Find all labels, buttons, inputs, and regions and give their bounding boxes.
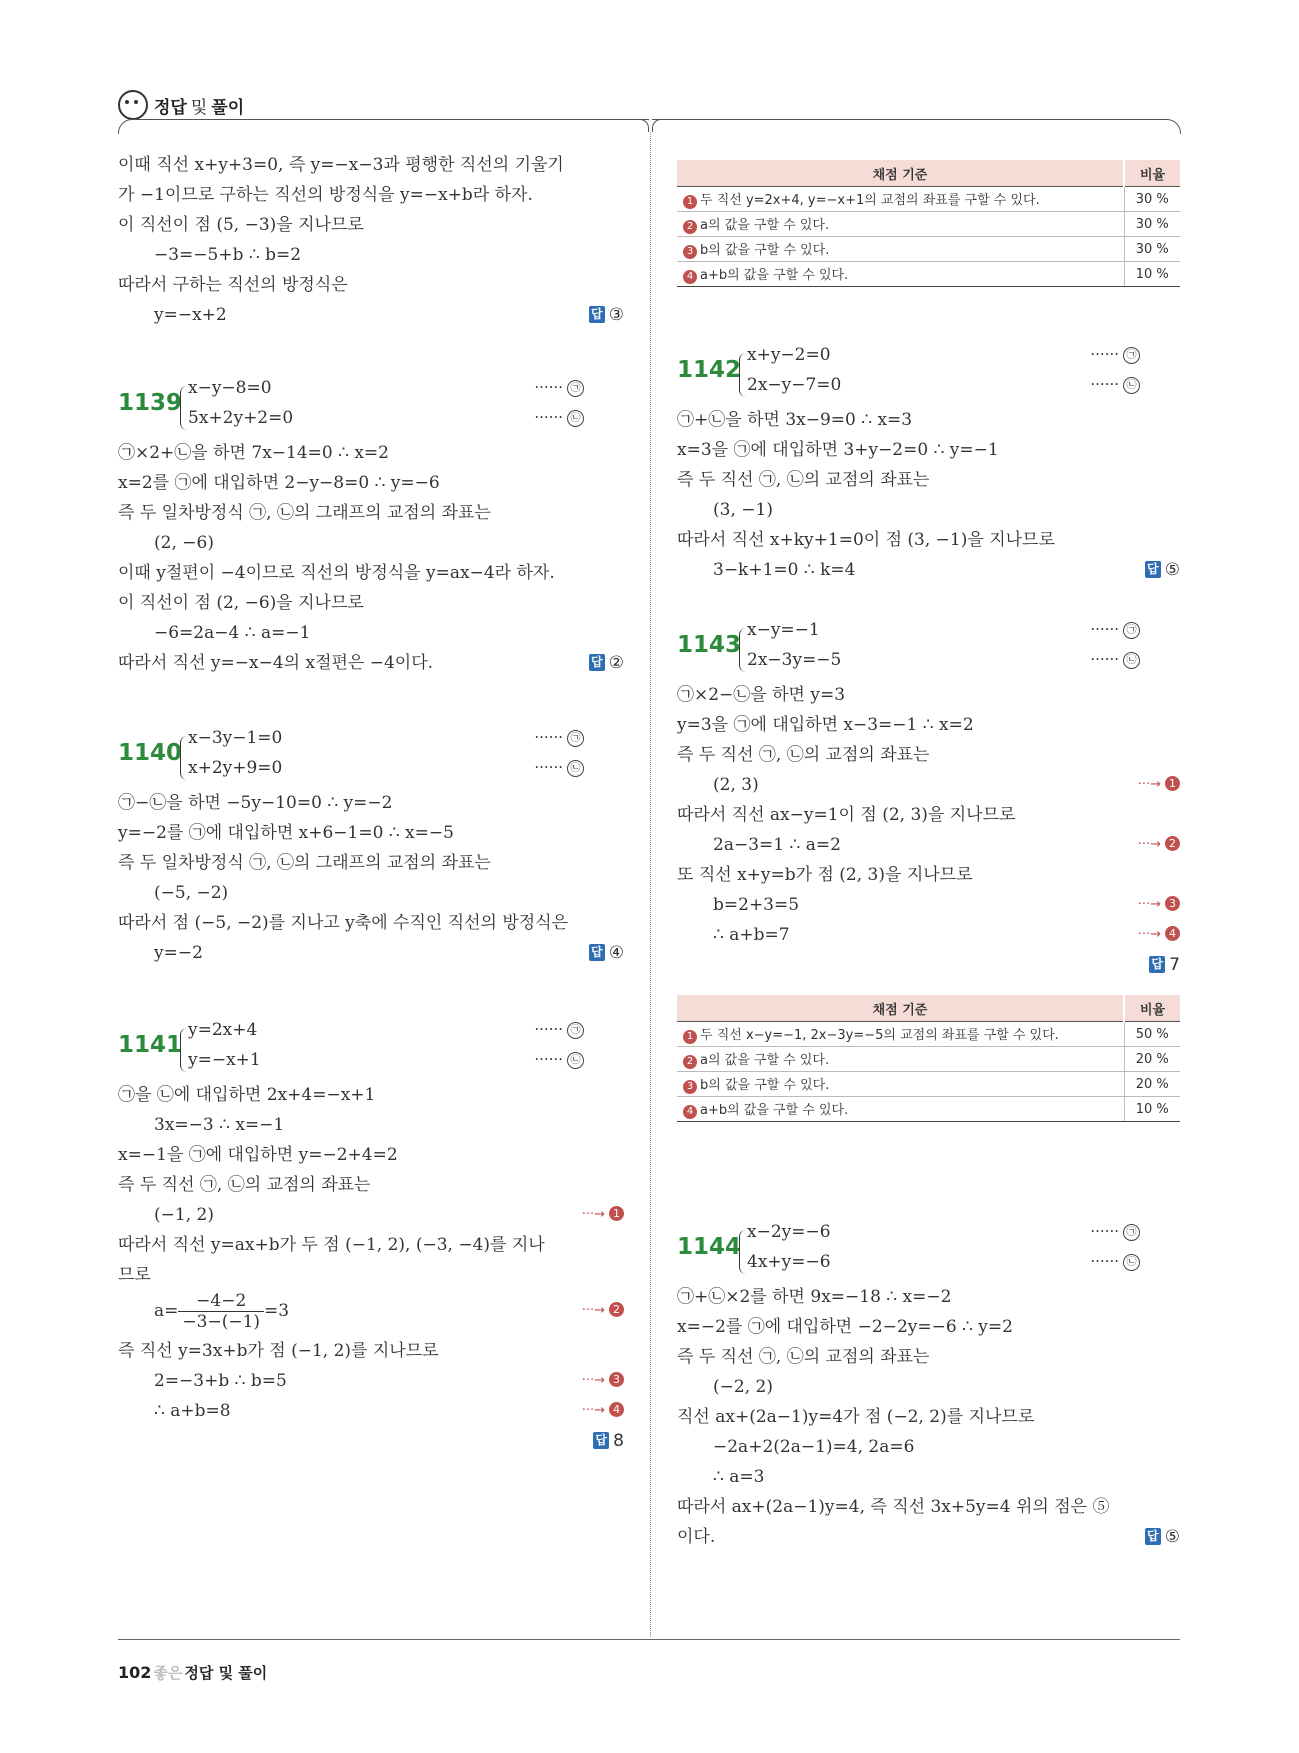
solution-line: ∴ a+b=7 xyxy=(713,925,790,945)
solution-line: (2, −6) xyxy=(154,533,214,553)
system-eq2: 4x+y=−6 xyxy=(747,1252,831,1272)
header-title-bold1: 정답 xyxy=(154,97,187,118)
solution-line: ㉠−㉡을 하면 −5y−10=0 ∴ y=−2 xyxy=(118,793,393,813)
solution-line: 따라서 ax+(2a−1)y=4, 즉 직선 3x+5y=4 위의 점은 ⑤ xyxy=(677,1497,1110,1517)
page-number: 102 xyxy=(118,1663,152,1682)
step-marker: ···→ 2 xyxy=(582,1296,624,1326)
step-marker: ···→ 4 xyxy=(582,1396,624,1426)
solution-line: (−5, −2) xyxy=(154,883,229,903)
answer-mark: 답 ⑤ xyxy=(1145,555,1180,585)
frame-right xyxy=(652,119,1181,134)
eq1-ref: ······ ㉠ xyxy=(534,1020,584,1039)
step-marker: ···→ 4 xyxy=(1138,920,1180,950)
solution-line: y=−2 xyxy=(154,943,203,963)
solution-line: 즉 두 직선 ㉠, ㉡의 교점의 좌표는 xyxy=(677,470,930,490)
table-row: 1 두 직선 x−y=−1, 2x−3y=−5의 교점의 좌표를 구할 수 있다. 50 % xyxy=(677,1022,1180,1047)
solution-line: ㉠×2−㉡을 하면 y=3 xyxy=(677,685,846,705)
intro-line: y=−x+2 xyxy=(154,305,227,325)
solution-line: x=−2를 ㉠에 대입하면 −2−2y=−6 ∴ y=2 xyxy=(677,1317,1013,1337)
ratio-header: 비율 xyxy=(1124,160,1180,187)
system-brace xyxy=(739,353,746,397)
answer-mark: 답 ② xyxy=(589,648,624,678)
solution-line: 이다. xyxy=(677,1527,716,1547)
step-marker: ···→ 3 xyxy=(1138,890,1180,920)
table-row: 3 b의 값을 구할 수 있다. 30 % xyxy=(677,237,1180,262)
eq2-ref: ······ ㉡ xyxy=(1090,375,1140,394)
solution-line: 따라서 직선 ax−y=1이 점 (2, 3)을 지나므로 xyxy=(677,805,1016,825)
eq1-ref: ······ ㉠ xyxy=(1090,620,1140,639)
system-eq1: x−3y−1=0 xyxy=(188,728,283,748)
header-title-light: 및 xyxy=(190,97,208,118)
answer-mark: 답 7 xyxy=(1149,950,1180,980)
solution-line: x=3을 ㉠에 대입하면 3+y−2=0 ∴ y=−1 xyxy=(677,440,999,460)
grading-table-2 xyxy=(677,995,1180,1122)
footer-title: 정답 및 풀이 xyxy=(184,1664,268,1682)
intro-line: 이때 직선 x+y+3=0, 즉 y=−x−3과 평행한 직선의 기울기 xyxy=(118,155,564,175)
eq2-ref: ······ ㉡ xyxy=(1090,1252,1140,1271)
fraction-line: a= $\frac{-4-2}{-3-(-1)}$ =3 xyxy=(154,1291,290,1332)
solution-line: x=−1을 ㉠에 대입하면 y=−2+4=2 xyxy=(118,1145,398,1165)
system-eq2: 2x−3y=−5 xyxy=(747,650,842,670)
system-eq1: x−y−8=0 xyxy=(188,378,272,398)
solution-line: 즉 두 직선 ㉠, ㉡의 교점의 좌표는 xyxy=(677,745,930,765)
table-row: 4 a+b의 값을 구할 수 있다. 10 % xyxy=(677,262,1180,287)
solution-line: 즉 두 직선 ㉠, ㉡의 교점의 좌표는 xyxy=(677,1347,930,1367)
eq2-ref: ······ ㉡ xyxy=(534,1050,584,1069)
system-eq2: 2x−y−7=0 xyxy=(747,375,842,395)
eq1-ref: ······ ㉠ xyxy=(534,378,584,397)
step-marker: ···→ 1 xyxy=(582,1200,624,1230)
eq2-ref: ······ ㉡ xyxy=(534,408,584,427)
problem-number: 1143 xyxy=(677,632,742,658)
eq2-ref: ······ ㉡ xyxy=(1090,650,1140,669)
solution-line: 따라서 점 (−5, −2)를 지나고 y축에 수직인 직선의 방정식은 xyxy=(118,913,569,933)
mascot-icon xyxy=(118,90,148,120)
solution-line: 이 직선이 점 (2, −6)을 지나므로 xyxy=(118,593,364,613)
solution-line: 따라서 직선 x+ky+1=0이 점 (3, −1)을 지나므로 xyxy=(677,530,1055,550)
answer-mark: 답 ⑤ xyxy=(1145,1522,1180,1552)
column-divider xyxy=(650,132,651,1637)
solution-line: 2a−3=1 ∴ a=2 xyxy=(713,835,841,855)
solution-line: 3−k+1=0 ∴ k=4 xyxy=(713,560,856,580)
solution-line: 이때 y절편이 −4이므로 직선의 방정식을 y=ax−4라 하자. xyxy=(118,563,555,583)
system-eq2: 5x+2y+2=0 xyxy=(188,408,294,428)
problem-number: 1141 xyxy=(118,1032,183,1058)
solution-line: 따라서 직선 y=ax+b가 두 점 (−1, 2), (−3, −4)를 지나 xyxy=(118,1235,545,1255)
intro-line: −3=−5+b ∴ b=2 xyxy=(154,245,302,265)
solution-line: 즉 두 일차방정식 ㉠, ㉡의 그래프의 교점의 좌표는 xyxy=(118,853,491,873)
eq1-ref: ······ ㉠ xyxy=(1090,1222,1140,1241)
eq1-ref: ······ ㉠ xyxy=(534,728,584,747)
system-brace xyxy=(739,1230,746,1274)
problem-number: 1144 xyxy=(677,1234,742,1260)
frame-left xyxy=(118,119,649,134)
system-eq1: y=2x+4 xyxy=(188,1020,258,1040)
solution-line: ㉠+㉡을 하면 3x−9=0 ∴ x=3 xyxy=(677,410,913,430)
answer-mark: 답 8 xyxy=(593,1426,624,1456)
solution-line: 2=−3+b ∴ b=5 xyxy=(154,1371,287,1391)
solution-line: ∴ a+b=8 xyxy=(154,1401,231,1421)
footer-brand: 좋은 xyxy=(153,1664,183,1682)
solution-line: ㉠+㉡×2를 하면 9x=−18 ∴ x=−2 xyxy=(677,1287,952,1307)
answer-mark: 답 ④ xyxy=(589,938,624,968)
solution-line: 므로 xyxy=(118,1265,151,1285)
ratio-header: 비율 xyxy=(1124,995,1180,1022)
system-eq2: x+2y+9=0 xyxy=(188,758,283,778)
intro-line: 이 직선이 점 (5, −3)을 지나므로 xyxy=(118,215,364,235)
solution-line: ∴ a=3 xyxy=(713,1467,765,1487)
system-brace xyxy=(739,628,746,672)
solution-line: ㉠을 ㉡에 대입하면 2x+4=−x+1 xyxy=(118,1085,376,1105)
intro-line: 따라서 구하는 직선의 방정식은 xyxy=(118,275,348,295)
solution-line: b=2+3=5 xyxy=(713,895,800,915)
system-eq1: x+y−2=0 xyxy=(747,345,831,365)
solution-line: y=3을 ㉠에 대입하면 x−3=−1 ∴ x=2 xyxy=(677,715,974,735)
table-row: 2 a의 값을 구할 수 있다. 30 % xyxy=(677,212,1180,237)
solution-line: 3x=−3 ∴ x=−1 xyxy=(154,1115,285,1135)
solution-line: 따라서 직선 y=−x−4의 x절편은 −4이다. xyxy=(118,653,434,673)
table-row: 3 b의 값을 구할 수 있다. 20 % xyxy=(677,1072,1180,1097)
problem-number: 1142 xyxy=(677,357,742,383)
solution-line: 즉 두 직선 ㉠, ㉡의 교점의 좌표는 xyxy=(118,1175,371,1195)
step-marker: ···→ 2 xyxy=(1138,830,1180,860)
intro-line: 가 −1이므로 구하는 직선의 방정식을 y=−x+b라 하자. xyxy=(118,185,533,205)
step-marker: ···→ 3 xyxy=(582,1366,624,1396)
system-brace xyxy=(180,386,187,430)
solution-line: (3, −1) xyxy=(713,500,773,520)
solution-line: 즉 두 일차방정식 ㉠, ㉡의 그래프의 교점의 좌표는 xyxy=(118,503,491,523)
table-row: 4 a+b의 값을 구할 수 있다. 10 % xyxy=(677,1097,1180,1122)
solution-line: (2, 3) xyxy=(713,775,759,795)
problem-number: 1140 xyxy=(118,740,183,766)
problem-number: 1139 xyxy=(118,390,183,416)
criteria-header: 채점 기준 xyxy=(677,160,1124,187)
system-brace xyxy=(180,736,187,780)
page-footer xyxy=(118,1662,267,1683)
table-row: 1 두 직선 y=2x+4, y=−x+1의 교점의 좌표를 구할 수 있다. 30 % xyxy=(677,187,1180,212)
footer-rule xyxy=(118,1639,1180,1640)
step-marker: ···→ 1 xyxy=(1138,770,1180,800)
system-eq1: x−2y=−6 xyxy=(747,1222,831,1242)
solution-line: (−1, 2) xyxy=(154,1205,214,1225)
solution-line: 직선 ax+(2a−1)y=4가 점 (−2, 2)를 지나므로 xyxy=(677,1407,1035,1427)
solution-line: 또 직선 x+y=b가 점 (2, 3)을 지나므로 xyxy=(677,865,973,885)
system-brace xyxy=(180,1028,187,1072)
criteria-header: 채점 기준 xyxy=(677,995,1124,1022)
solution-line: x=2를 ㉠에 대입하면 2−y−8=0 ∴ y=−6 xyxy=(118,473,440,493)
solution-line: ㉠×2+㉡을 하면 7x−14=0 ∴ x=2 xyxy=(118,443,389,463)
solution-line: 즉 직선 y=3x+b가 점 (−1, 2)를 지나므로 xyxy=(118,1341,439,1361)
eq2-ref: ······ ㉡ xyxy=(534,758,584,777)
solution-line: y=−2를 ㉠에 대입하면 x+6−1=0 ∴ x=−5 xyxy=(118,823,454,843)
page-header xyxy=(118,88,244,122)
answer-mark: 답 ③ xyxy=(589,300,624,330)
table-row: 2 a의 값을 구할 수 있다. 20 % xyxy=(677,1047,1180,1072)
header-title-bold2: 풀이 xyxy=(211,97,245,118)
solution-line: −6=2a−4 ∴ a=−1 xyxy=(154,623,311,643)
grading-table-1 xyxy=(677,160,1180,287)
system-eq2: y=−x+1 xyxy=(188,1050,261,1070)
solution-line: (−2, 2) xyxy=(713,1377,773,1397)
system-eq1: x−y=−1 xyxy=(747,620,820,640)
solution-line: −2a+2(2a−1)=4, 2a=6 xyxy=(713,1437,915,1457)
fraction: $\frac{-4-2}{-3-(-1)}$ xyxy=(178,1291,264,1332)
eq1-ref: ······ ㉠ xyxy=(1090,345,1140,364)
